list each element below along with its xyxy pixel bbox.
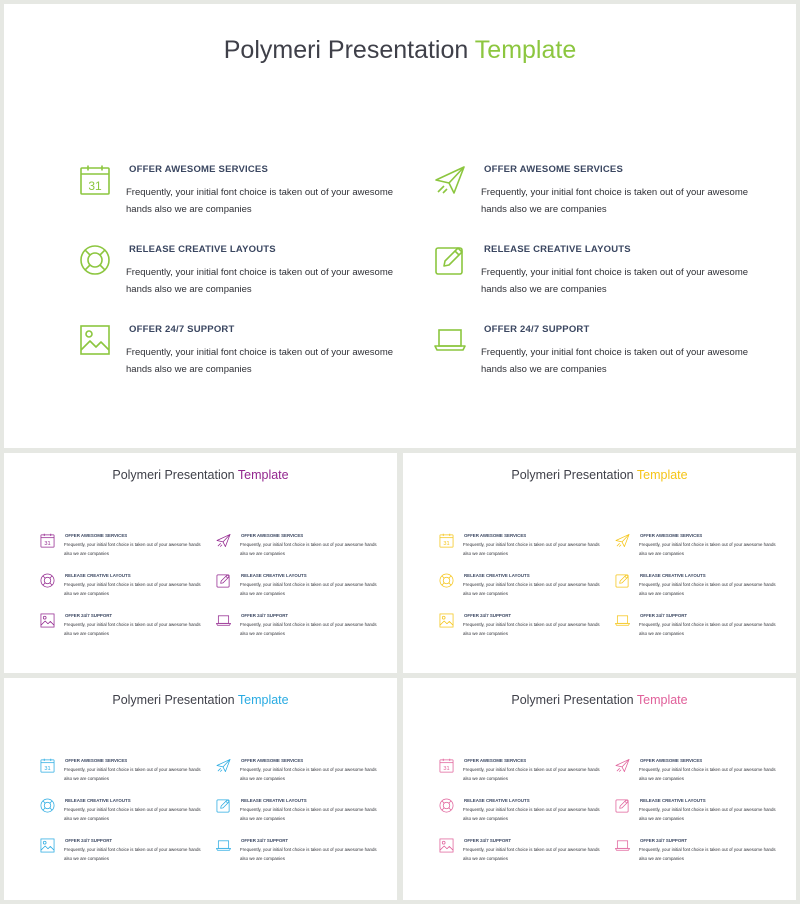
calendar-icon <box>40 533 55 548</box>
image-icon <box>439 613 454 628</box>
image-icon <box>40 613 55 628</box>
feature-text: Frequently, your initial font choice is taken out of your awesome hands also we are companies <box>240 807 377 821</box>
feature-item <box>79 244 399 314</box>
feature-text: Frequently, your initial font choice is taken out of your awesome hands also we are companies <box>240 767 377 781</box>
feature-item <box>439 573 600 609</box>
feature-item <box>615 573 776 609</box>
feature-heading: OFFER 24/7 SUPPORT <box>65 613 113 618</box>
feature-text: Frequently, your initial font choice is taken out of your awesome hands also we are companies <box>126 267 394 295</box>
feature-item <box>40 798 201 834</box>
feature-heading: OFFER 24/7 SUPPORT <box>464 838 512 843</box>
feature-heading: OFFER AWESOME SERVICES <box>464 758 527 763</box>
feature-text: Frequently, your initial font choice is taken out of your awesome hands also we are companies <box>64 807 201 821</box>
feature-text: Frequently, your initial font choice is taken out of your awesome hands also we are companies <box>639 847 776 861</box>
slide-blue-small <box>4 678 397 900</box>
laptop-icon <box>434 324 466 356</box>
edit-pencil-icon <box>216 798 231 813</box>
feature-text: Frequently, your initial font choice is taken out of your awesome hands also we are companies <box>639 622 776 636</box>
feature-text: Frequently, your initial font choice is taken out of your awesome hands also we are companies <box>64 622 201 636</box>
lifebuoy-icon <box>40 798 55 813</box>
feature-heading: OFFER 24/7 SUPPORT <box>241 838 289 843</box>
slide-title <box>4 36 796 65</box>
feature-heading: OFFER 24/7 SUPPORT <box>484 324 590 335</box>
svg-text:31: 31 <box>44 766 51 773</box>
feature-heading: RELEASE CREATIVE LAYOUTS <box>640 798 706 803</box>
slide-title <box>403 693 796 707</box>
title-main: Polymeri Presentation <box>112 693 235 707</box>
feature-heading: RELEASE CREATIVE LAYOUTS <box>640 573 706 578</box>
feature-item <box>40 758 201 794</box>
svg-text:31: 31 <box>443 541 450 548</box>
title-main: Polymeri Presentation <box>223 36 469 64</box>
slide-green-large <box>4 4 796 448</box>
edit-pencil-icon <box>615 573 630 588</box>
feature-heading: RELEASE CREATIVE LAYOUTS <box>65 573 131 578</box>
feature-text: Frequently, your initial font choice is taken out of your awesome hands also we are companies <box>639 807 776 821</box>
feature-item <box>40 573 201 609</box>
paper-plane-icon <box>216 758 231 773</box>
feature-text: Frequently, your initial font choice is taken out of your awesome hands also we are companies <box>639 542 776 556</box>
paper-plane-icon <box>434 164 466 196</box>
feature-text: Frequently, your initial font choice is taken out of your awesome hands also we are companies <box>240 847 377 861</box>
feature-item <box>439 798 600 834</box>
feature-item <box>79 164 399 234</box>
laptop-icon <box>615 613 630 628</box>
feature-text: Frequently, your initial font choice is taken out of your awesome hands also we are companies <box>481 347 749 375</box>
feature-item <box>439 533 600 569</box>
laptop-icon <box>216 838 231 853</box>
feature-text: Frequently, your initial font choice is taken out of your awesome hands also we are companies <box>481 187 749 215</box>
feature-text: Frequently, your initial font choice is taken out of your awesome hands also we are companies <box>639 582 776 596</box>
feature-heading: OFFER 24/7 SUPPORT <box>129 324 235 335</box>
feature-heading: RELEASE CREATIVE LAYOUTS <box>129 244 276 255</box>
lifebuoy-icon <box>79 244 111 276</box>
title-accent: Template <box>237 693 289 707</box>
title-accent: Template <box>237 468 289 482</box>
feature-text: Frequently, your initial font choice is taken out of your awesome hands also we are companies <box>463 767 600 781</box>
feature-item <box>615 838 776 874</box>
feature-heading: RELEASE CREATIVE LAYOUTS <box>464 798 530 803</box>
feature-item <box>79 324 399 394</box>
feature-heading: OFFER 24/7 SUPPORT <box>464 613 512 618</box>
feature-item <box>216 798 377 834</box>
title-main: Polymeri Presentation <box>511 468 634 482</box>
feature-heading: OFFER AWESOME SERVICES <box>484 164 624 175</box>
feature-item <box>434 324 754 394</box>
title-main: Polymeri Presentation <box>112 468 235 482</box>
feature-text: Frequently, your initial font choice is taken out of your awesome hands also we are companies <box>463 582 600 596</box>
title-accent: Template <box>474 36 577 64</box>
lifebuoy-icon <box>439 798 454 813</box>
feature-item <box>615 798 776 834</box>
title-accent: Template <box>636 468 688 482</box>
feature-item <box>439 613 600 649</box>
feature-item <box>615 613 776 649</box>
calendar-icon <box>439 758 454 773</box>
feature-heading: OFFER 24/7 SUPPORT <box>241 613 289 618</box>
slide-purple-small <box>4 453 397 673</box>
feature-item <box>216 533 377 569</box>
feature-text: Frequently, your initial font choice is taken out of your awesome hands also we are companies <box>463 542 600 556</box>
feature-heading: OFFER AWESOME SERVICES <box>241 758 304 763</box>
feature-text: Frequently, your initial font choice is taken out of your awesome hands also we are companies <box>639 767 776 781</box>
feature-item <box>439 838 600 874</box>
feature-heading: RELEASE CREATIVE LAYOUTS <box>484 244 631 255</box>
feature-text: Frequently, your initial font choice is taken out of your awesome hands also we are companies <box>64 582 201 596</box>
slide-title <box>4 693 397 707</box>
feature-heading: OFFER AWESOME SERVICES <box>640 533 703 538</box>
feature-heading: OFFER AWESOME SERVICES <box>241 533 304 538</box>
edit-pencil-icon <box>434 244 466 276</box>
feature-text: Frequently, your initial font choice is taken out of your awesome hands also we are companies <box>463 847 600 861</box>
title-main: Polymeri Presentation <box>511 693 634 707</box>
feature-item <box>434 244 754 314</box>
svg-text:31: 31 <box>44 541 51 548</box>
edit-pencil-icon <box>216 573 231 588</box>
edit-pencil-icon <box>615 798 630 813</box>
feature-text: Frequently, your initial font choice is taken out of your awesome hands also we are companies <box>240 622 377 636</box>
feature-item <box>40 838 201 874</box>
feature-heading: OFFER AWESOME SERVICES <box>129 164 269 175</box>
paper-plane-icon <box>615 533 630 548</box>
feature-item <box>40 613 201 649</box>
feature-heading: OFFER 24/7 SUPPORT <box>640 613 688 618</box>
feature-heading: RELEASE CREATIVE LAYOUTS <box>241 798 307 803</box>
feature-heading: RELEASE CREATIVE LAYOUTS <box>65 798 131 803</box>
feature-text: Frequently, your initial font choice is taken out of your awesome hands also we are companies <box>126 187 394 215</box>
slide-yellow-small <box>403 453 796 673</box>
image-icon <box>40 838 55 853</box>
feature-heading: RELEASE CREATIVE LAYOUTS <box>241 573 307 578</box>
feature-heading: OFFER AWESOME SERVICES <box>464 533 527 538</box>
feature-item <box>216 838 377 874</box>
feature-text: Frequently, your initial font choice is taken out of your awesome hands also we are companies <box>463 622 600 636</box>
feature-text: Frequently, your initial font choice is taken out of your awesome hands also we are companies <box>463 807 600 821</box>
lifebuoy-icon <box>439 573 454 588</box>
paper-plane-icon <box>615 758 630 773</box>
feature-heading: OFFER AWESOME SERVICES <box>65 533 128 538</box>
feature-text: Frequently, your initial font choice is taken out of your awesome hands also we are companies <box>240 582 377 596</box>
title-accent: Template <box>636 693 688 707</box>
feature-text: Frequently, your initial font choice is taken out of your awesome hands also we are companies <box>240 542 377 556</box>
feature-heading: OFFER 24/7 SUPPORT <box>65 838 113 843</box>
feature-item <box>216 573 377 609</box>
feature-item <box>439 758 600 794</box>
feature-text: Frequently, your initial font choice is taken out of your awesome hands also we are companies <box>481 267 749 295</box>
laptop-icon <box>615 838 630 853</box>
feature-item <box>615 533 776 569</box>
feature-item <box>40 533 201 569</box>
image-icon <box>79 324 111 356</box>
svg-text:31: 31 <box>443 766 450 773</box>
slide-pink-small <box>403 678 796 900</box>
image-icon <box>439 838 454 853</box>
svg-text:31: 31 <box>88 179 102 193</box>
feature-item <box>615 758 776 794</box>
feature-item <box>434 164 754 234</box>
calendar-icon <box>79 164 111 196</box>
feature-heading: RELEASE CREATIVE LAYOUTS <box>464 573 530 578</box>
feature-item <box>216 758 377 794</box>
paper-plane-icon <box>216 533 231 548</box>
feature-heading: OFFER AWESOME SERVICES <box>65 758 128 763</box>
feature-text: Frequently, your initial font choice is taken out of your awesome hands also we are companies <box>64 767 201 781</box>
calendar-icon <box>40 758 55 773</box>
lifebuoy-icon <box>40 573 55 588</box>
slide-title <box>403 468 796 482</box>
slide-title <box>4 468 397 482</box>
feature-text: Frequently, your initial font choice is taken out of your awesome hands also we are companies <box>126 347 394 375</box>
feature-item <box>216 613 377 649</box>
feature-text: Frequently, your initial font choice is taken out of your awesome hands also we are companies <box>64 542 201 556</box>
laptop-icon <box>216 613 231 628</box>
feature-heading: OFFER 24/7 SUPPORT <box>640 838 688 843</box>
calendar-icon <box>439 533 454 548</box>
feature-heading: OFFER AWESOME SERVICES <box>640 758 703 763</box>
feature-text: Frequently, your initial font choice is taken out of your awesome hands also we are companies <box>64 847 201 861</box>
